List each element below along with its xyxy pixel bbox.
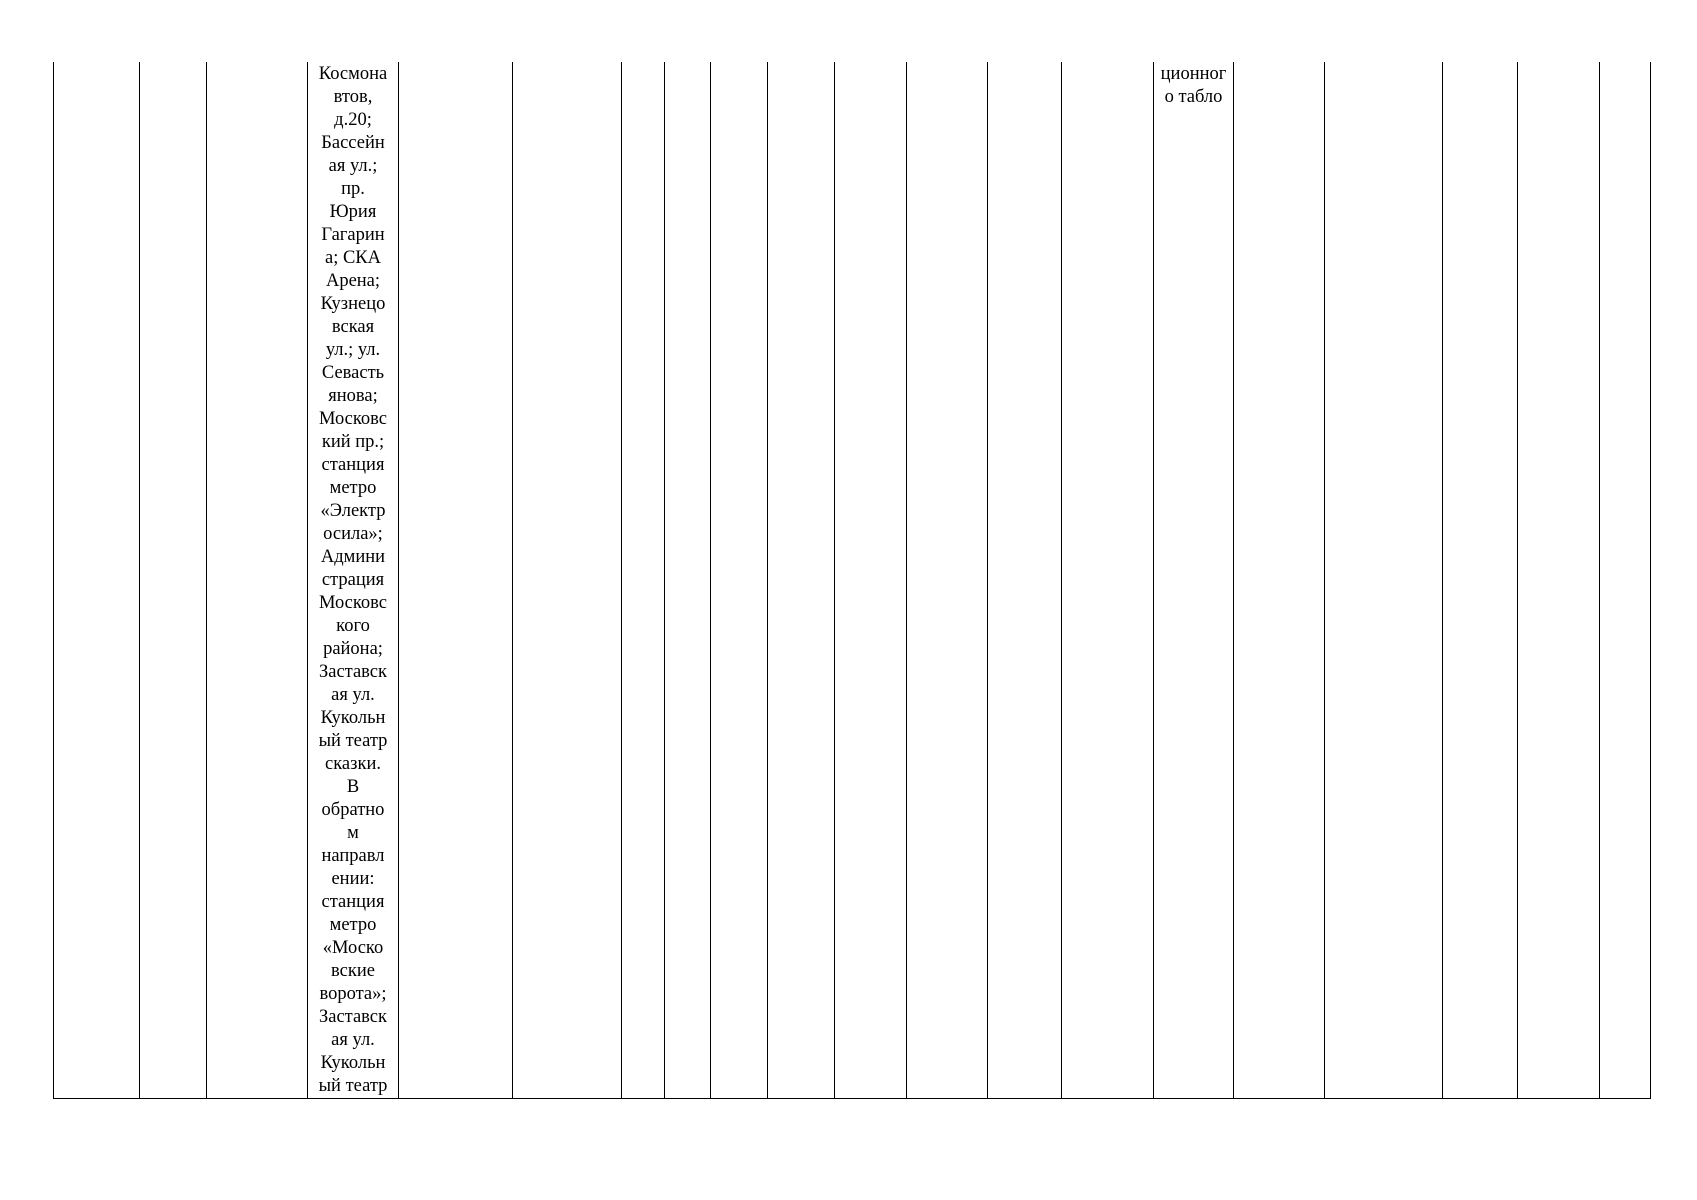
table-cell-2 — [140, 62, 207, 1099]
cell-line: направл — [321, 846, 385, 866]
cell-line: янова; — [328, 386, 378, 406]
cell-line: д.20; — [334, 110, 372, 130]
cell-line: Московс — [318, 593, 388, 613]
table-cell-3 — [207, 62, 308, 1099]
cell-line: «Электр — [320, 501, 386, 521]
table-cell-18 — [1443, 62, 1518, 1099]
cell-line: а; СКА — [324, 248, 381, 268]
cell-line: района; — [323, 639, 383, 659]
table-cell-20 — [1600, 62, 1651, 1099]
display-board-cell — [1154, 62, 1234, 1099]
cell-line: м — [347, 823, 359, 843]
route-stops-cell — [308, 62, 399, 1099]
cell-line: Космона — [318, 64, 388, 84]
table-cell-7 — [622, 62, 665, 1099]
cell-line: «Моско — [322, 938, 384, 958]
cell-line: Севасть — [321, 363, 385, 383]
cell-line: вская — [331, 317, 375, 337]
cell-line: В — [346, 777, 360, 797]
cell-line: ая ул.; — [328, 156, 378, 176]
cell-line: Гагарин — [321, 225, 385, 245]
cell-line: о табло — [1164, 87, 1223, 107]
display-board-text — [1154, 62, 1233, 109]
cell-line: Заставск — [318, 1007, 388, 1027]
table-cell-9 — [711, 62, 768, 1099]
table-cell-11 — [835, 62, 907, 1099]
cell-line: ый театр — [318, 1076, 388, 1096]
table-row — [54, 62, 1651, 1099]
cell-line: метро — [329, 478, 377, 498]
table-cell-10 — [768, 62, 835, 1099]
cell-line: ый театр — [318, 731, 388, 751]
table-cell-8 — [665, 62, 711, 1099]
cell-line: Московс — [318, 409, 388, 429]
cell-line: ционног — [1160, 64, 1227, 84]
cell-line: Кузнецо — [320, 294, 386, 314]
cell-line: пр. — [341, 179, 365, 199]
cell-line: кий пр.; — [321, 432, 385, 452]
cell-line: ул.; ул. — [325, 340, 381, 360]
cell-line: Юрия — [329, 202, 377, 222]
cell-line: осила»; — [323, 524, 383, 544]
table-cell-6 — [513, 62, 622, 1099]
cell-line: вские — [331, 961, 375, 981]
cell-line: Бассейн — [321, 133, 385, 153]
table-cell-1 — [54, 62, 140, 1099]
table-cell-12 — [907, 62, 988, 1099]
table-cell-16 — [1234, 62, 1325, 1099]
cell-line: Арена; — [325, 271, 381, 291]
route-stops-text — [308, 62, 398, 1098]
table-cell-13 — [988, 62, 1062, 1099]
table-cell-5 — [399, 62, 513, 1099]
route-table — [53, 62, 1651, 1099]
cell-line: сказки. — [325, 754, 381, 774]
cell-line: втов, — [333, 87, 373, 107]
cell-line: кого — [336, 616, 370, 636]
cell-line: Админи — [320, 547, 386, 567]
cell-line: Кукольн — [320, 708, 386, 728]
cell-line: ении: — [331, 869, 375, 889]
cell-line: станция — [321, 892, 385, 912]
cell-line: обратно — [321, 800, 385, 820]
cell-line: страция — [321, 570, 385, 590]
cell-line: Кукольн — [320, 1053, 386, 1073]
cell-line: Заставск — [318, 662, 388, 682]
table-cell-19 — [1518, 62, 1600, 1099]
cell-line: станция — [321, 455, 385, 475]
cell-line: ая ул. — [331, 685, 375, 705]
cell-line: ворота»; — [319, 984, 387, 1004]
table-cell-14 — [1062, 62, 1154, 1099]
cell-line: метро — [329, 915, 377, 935]
table-cell-17 — [1325, 62, 1443, 1099]
cell-line: ая ул. — [331, 1030, 375, 1050]
